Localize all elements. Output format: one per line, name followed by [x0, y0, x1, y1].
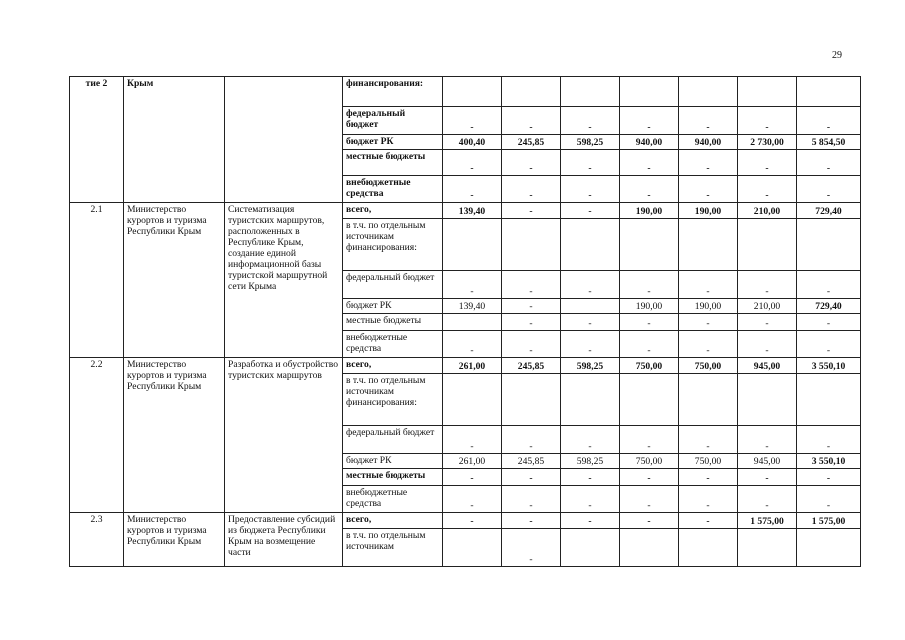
table-row [70, 513, 861, 529]
value-cell: - [443, 469, 502, 486]
event-cell [225, 77, 343, 203]
value-cell [679, 77, 738, 107]
value-cell: - [738, 150, 797, 176]
value-cell [738, 529, 797, 567]
value-cell: 598,25 [561, 358, 620, 374]
value-cell: - [443, 271, 502, 299]
value-cell: - [561, 513, 620, 529]
value-cell: - [561, 426, 620, 454]
value-cell: - [561, 203, 620, 219]
source-label: бюджет РК [343, 135, 443, 150]
value-cell [561, 299, 620, 314]
value-cell: 210,00 [738, 299, 797, 314]
value-cell: - [620, 426, 679, 454]
value-cell: - [679, 150, 738, 176]
value-cell: 190,00 [679, 203, 738, 219]
source-label: всего, [343, 203, 443, 219]
value-cell [443, 314, 502, 331]
table-row [70, 203, 861, 219]
value-cell: - [679, 486, 738, 513]
value-cell: - [679, 513, 738, 529]
value-cell: - [561, 314, 620, 331]
page-number: 29 [832, 50, 842, 61]
value-cell: - [620, 513, 679, 529]
value-cell [443, 529, 502, 567]
value-cell: - [561, 271, 620, 299]
value-cell: - [502, 314, 561, 331]
source-label: бюджет РК [343, 299, 443, 314]
value-cell: 940,00 [620, 135, 679, 150]
item-number: 2.2 [70, 358, 124, 513]
value-cell: - [797, 426, 861, 454]
event-cell: Разработка и обустройство туристских маршрутов [225, 358, 343, 513]
value-cell: - [502, 176, 561, 203]
value-cell: - [620, 314, 679, 331]
source-label: федеральный бюджет [343, 426, 443, 454]
value-cell [561, 374, 620, 426]
value-cell: - [620, 176, 679, 203]
source-label: внебюджетные средства [343, 486, 443, 513]
value-cell: - [679, 176, 738, 203]
value-cell: - [620, 107, 679, 135]
value-cell [797, 219, 861, 271]
value-cell: 598,25 [561, 454, 620, 469]
value-cell: - [738, 314, 797, 331]
value-cell: - [738, 486, 797, 513]
source-label: местные бюджеты [343, 469, 443, 486]
value-cell: 750,00 [679, 454, 738, 469]
value-cell [561, 219, 620, 271]
value-cell [738, 374, 797, 426]
value-cell: 750,00 [679, 358, 738, 374]
table-row [70, 358, 861, 374]
value-cell: - [502, 203, 561, 219]
value-cell: - [797, 486, 861, 513]
value-cell: - [561, 107, 620, 135]
value-cell: - [679, 107, 738, 135]
value-cell [561, 77, 620, 107]
table-body [70, 77, 861, 567]
value-cell [561, 529, 620, 567]
source-label: местные бюджеты [343, 314, 443, 331]
value-cell: - [443, 331, 502, 358]
value-cell: 245,85 [502, 358, 561, 374]
value-cell: - [502, 271, 561, 299]
value-cell [679, 374, 738, 426]
value-cell: 729,40 [797, 299, 861, 314]
executor-cell: Министерство курортов и туризма Республики Крым [124, 203, 225, 358]
value-cell: - [679, 314, 738, 331]
source-label: местные бюджеты [343, 150, 443, 176]
value-cell: - [502, 150, 561, 176]
value-cell [679, 529, 738, 567]
value-cell [443, 374, 502, 426]
value-cell: - [502, 426, 561, 454]
value-cell: - [679, 426, 738, 454]
value-cell: 2 730,00 [738, 135, 797, 150]
value-cell [738, 77, 797, 107]
item-number: 2.3 [70, 513, 124, 567]
value-cell: 3 550,10 [797, 454, 861, 469]
financing-table [69, 76, 861, 567]
value-cell: - [797, 176, 861, 203]
value-cell: - [620, 331, 679, 358]
value-cell: - [620, 486, 679, 513]
value-cell: 190,00 [679, 299, 738, 314]
value-cell: - [443, 176, 502, 203]
value-cell: - [502, 331, 561, 358]
source-label: в т.ч. по отдельным источникам финансирования: [343, 374, 443, 426]
value-cell: 245,85 [502, 135, 561, 150]
value-cell: - [738, 176, 797, 203]
value-cell: - [738, 469, 797, 486]
event-cell: Систематизация туристских маршрутов, расположенных в Республике Крым, создание единой информационной базы туристской маршрутной сети Крыма [225, 203, 343, 358]
source-label: финансирования: [343, 77, 443, 107]
value-cell: 210,00 [738, 203, 797, 219]
value-cell: - [738, 107, 797, 135]
value-cell: - [738, 331, 797, 358]
value-cell: - [738, 271, 797, 299]
value-cell: - [679, 331, 738, 358]
value-cell: - [797, 107, 861, 135]
executor-cell: Крым [124, 77, 225, 203]
source-label: федеральный бюджет [343, 271, 443, 299]
value-cell [797, 77, 861, 107]
value-cell [620, 529, 679, 567]
value-cell: - [502, 299, 561, 314]
value-cell [620, 374, 679, 426]
value-cell [502, 374, 561, 426]
value-cell: - [443, 107, 502, 135]
value-cell: 945,00 [738, 454, 797, 469]
value-cell: 750,00 [620, 358, 679, 374]
value-cell: 190,00 [620, 203, 679, 219]
value-cell: - [443, 513, 502, 529]
value-cell: - [502, 529, 561, 567]
item-number: тие 2 [70, 77, 124, 203]
source-label: федеральный бюджет [343, 107, 443, 135]
value-cell: - [443, 486, 502, 513]
value-cell: - [561, 331, 620, 358]
value-cell: - [561, 176, 620, 203]
value-cell: - [561, 469, 620, 486]
value-cell: 750,00 [620, 454, 679, 469]
value-cell: 261,00 [443, 454, 502, 469]
value-cell: - [502, 107, 561, 135]
source-label: в т.ч. по отдельным источникам [343, 529, 443, 567]
value-cell: - [620, 150, 679, 176]
value-cell [797, 374, 861, 426]
source-label: бюджет РК [343, 454, 443, 469]
value-cell [502, 219, 561, 271]
value-cell: - [620, 271, 679, 299]
value-cell [502, 77, 561, 107]
value-cell [679, 219, 738, 271]
value-cell: - [797, 271, 861, 299]
value-cell: 261,00 [443, 358, 502, 374]
executor-cell: Министерство курортов и туризма Республики Крым [124, 358, 225, 513]
value-cell: - [502, 513, 561, 529]
value-cell [443, 219, 502, 271]
value-cell [620, 77, 679, 107]
event-cell: Предоставление субсидий из бюджета Республики Крым на возмещение части [225, 513, 343, 567]
source-label: всего, [343, 513, 443, 529]
executor-cell: Министерство курортов и туризма Республики Крым [124, 513, 225, 567]
value-cell [443, 77, 502, 107]
source-label: внебюджетные средства [343, 331, 443, 358]
value-cell: - [502, 486, 561, 513]
value-cell: - [561, 486, 620, 513]
value-cell: - [620, 469, 679, 486]
value-cell [797, 529, 861, 567]
value-cell: 3 550,10 [797, 358, 861, 374]
table-row [70, 77, 861, 107]
source-label: всего, [343, 358, 443, 374]
value-cell: - [561, 150, 620, 176]
value-cell: 598,25 [561, 135, 620, 150]
value-cell: 245,85 [502, 454, 561, 469]
value-cell: - [738, 426, 797, 454]
value-cell: - [679, 469, 738, 486]
value-cell: 139,40 [443, 299, 502, 314]
value-cell: - [797, 314, 861, 331]
value-cell: 1 575,00 [797, 513, 861, 529]
value-cell: - [797, 469, 861, 486]
value-cell: - [797, 150, 861, 176]
value-cell [620, 219, 679, 271]
value-cell: - [502, 469, 561, 486]
source-label: внебюджетные средства [343, 176, 443, 203]
value-cell: 729,40 [797, 203, 861, 219]
value-cell: - [679, 271, 738, 299]
value-cell: 940,00 [679, 135, 738, 150]
value-cell: 400,40 [443, 135, 502, 150]
value-cell: - [443, 426, 502, 454]
value-cell: 190,00 [620, 299, 679, 314]
value-cell: 5 854,50 [797, 135, 861, 150]
value-cell: 1 575,00 [738, 513, 797, 529]
source-label: в т.ч. по отдельным источникам финансирования: [343, 219, 443, 271]
value-cell: 945,00 [738, 358, 797, 374]
value-cell: - [443, 150, 502, 176]
value-cell [738, 219, 797, 271]
value-cell: - [797, 331, 861, 358]
item-number: 2.1 [70, 203, 124, 358]
value-cell: 139,40 [443, 203, 502, 219]
